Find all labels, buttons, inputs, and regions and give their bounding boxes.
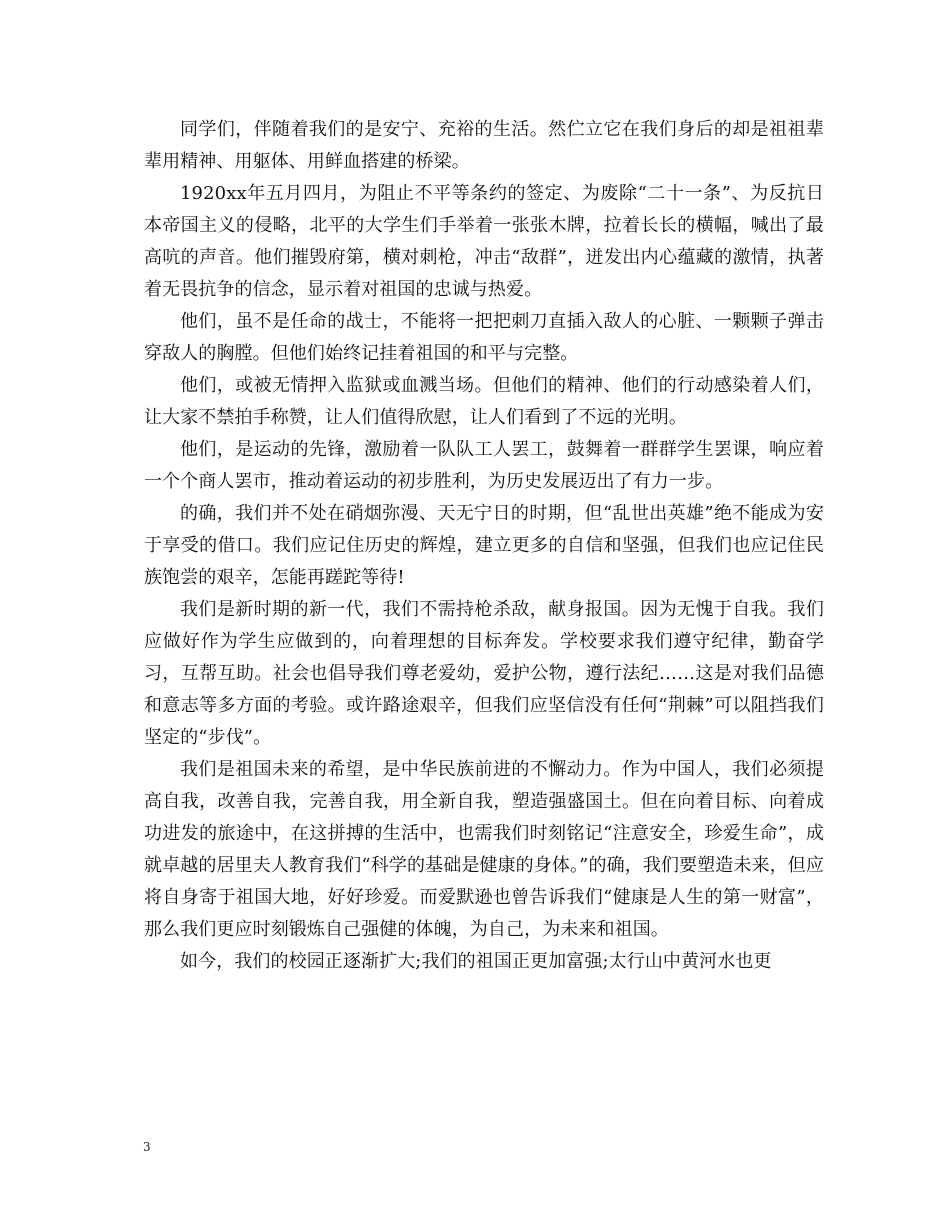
page-number: 3 bbox=[143, 1140, 151, 1154]
paragraph: 他们，或被无情押入监狱或血溅当场。但他们的精神、他们的行动感染着人们，让大家不禁拍手称赞，让人们值得欣慰，让人们看到了不远的光明。 bbox=[144, 375, 824, 428]
paragraph: 他们，是运动的先锋，激励着一队队工人罢工，鼓舞着一群群学生罢课，响应着一个个商人罢市，推动着运动的初步胜利，为历史发展迈出了有力一步。 bbox=[144, 439, 824, 492]
paragraph: 他们，虽不是任命的战士，不能将一把把刺刀直插入敌人的心脏、一颗颗子弹击穿敌人的胸膛。但他们始终记挂着祖国的和平与完整。 bbox=[144, 311, 824, 364]
paragraph: 我们是祖国未来的希望，是中华民族前进的不懈动力。作为中国人，我们必须提高自我，改善自我，完善自我，用全新自我，塑造强盛国土。但在向着目标、向着成功进发的旅途中，在这拼搏的生活中，也需我们时刻铭记“注意安全，珍爱生命”，成就卓越的居里夫人教育我们“科学的基础是健康的身体。”的确，我们要塑造未来，但应将自身寄于祖国大地，好好珍爱。而爱默逊也曾告诉我们“健康是人生的第一财富”，那么我们更应时刻锻炼自己强健的体魄，为自己，为未来和祖国。 bbox=[144, 759, 824, 940]
document-body bbox=[144, 114, 824, 978]
paragraph: 如今，我们的校园正逐渐扩大;我们的祖国正更加富强;太行山中黄河水也更 bbox=[180, 951, 772, 972]
paragraph: 同学们，伴随着我们的是安宁、充裕的生活。然伫立它在我们身后的却是祖祖辈辈用精神、用躯体、用鲜血搭建的桥梁。 bbox=[144, 119, 824, 172]
paragraph: 1920xx年五月四月，为阻止不平等条约的签定、为废除“二十一条”、为反抗日本帝国主义的侵略，北平的大学生们手举着一张张木牌，拉着长长的横幅，喊出了最高吭的声音。他们摧毁府第，横对刺枪，冲击“敌群”，迸发出内心蕴藏的激情，执著着无畏抗争的信念，显示着对祖国的忠诚与热爱。 bbox=[144, 183, 824, 300]
paragraph: 的确，我们并不处在硝烟弥漫、天无宁日的时期，但“乱世出英雄”绝不能成为安于享受的借口。我们应记住历史的辉煌，建立更多的自信和坚强，但我们也应记住民族饱尝的艰辛，怎能再蹉跎等待! bbox=[144, 503, 824, 588]
paragraph: 我们是新时期的新一代，我们不需持枪杀敌，献身报国。因为无愧于自我。我们应做好作为学生应做到的，向着理想的目标奔发。学校要求我们遵守纪律，勤奋学习，互帮互助。社会也倡导我们尊老爱幼，爱护公物，遵行法纪……这是对我们品德和意志等多方面的考验。或许路途艰辛，但我们应坚信没有任何“荆棘”可以阻挡我们坚定的“步伐”。 bbox=[144, 599, 824, 748]
